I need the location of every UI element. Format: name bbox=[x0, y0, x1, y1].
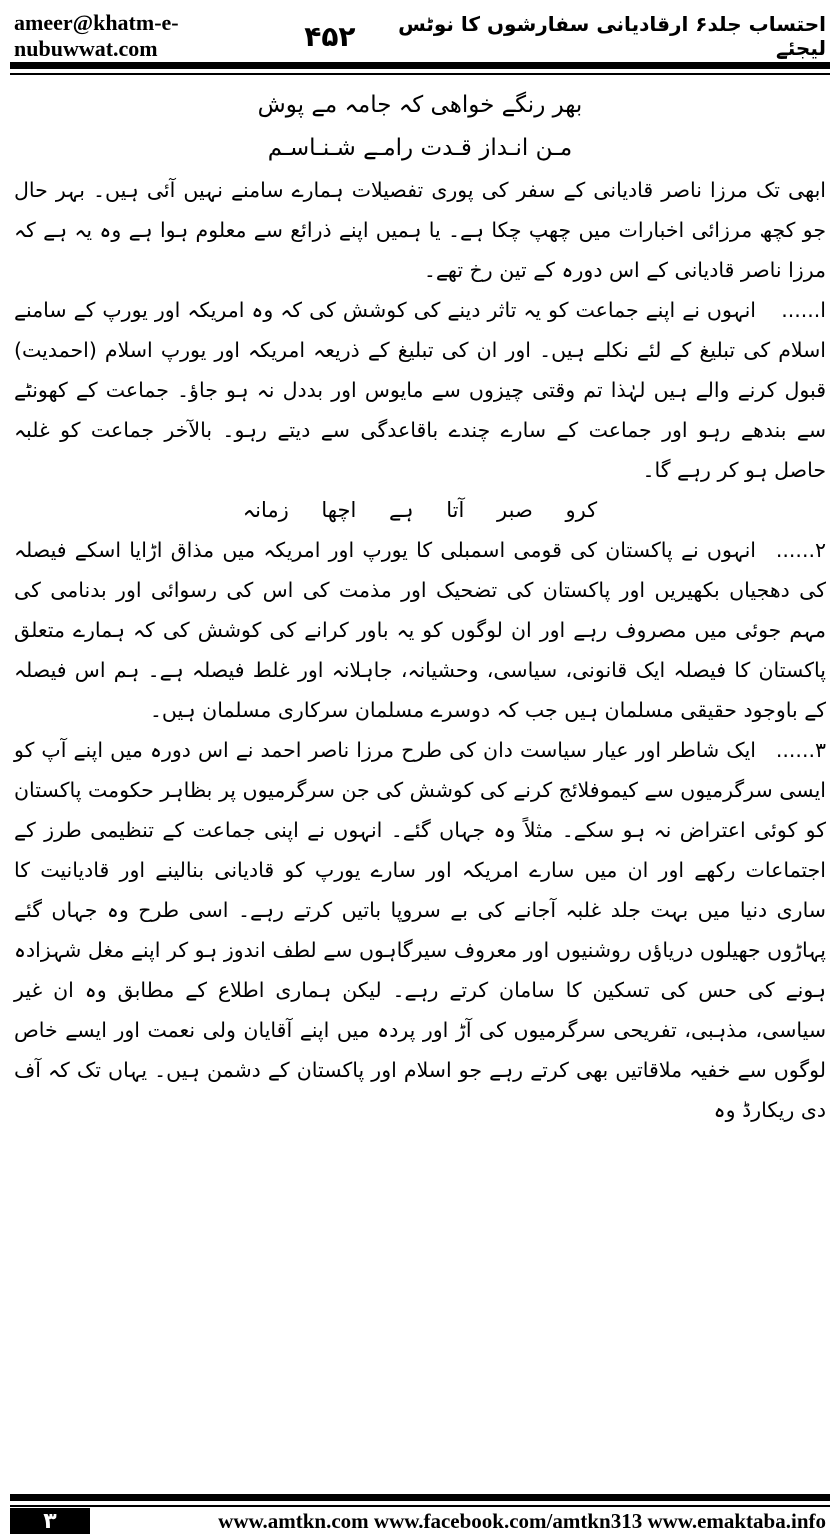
persian-verse-line-1: بھر رنگے خواھی کہ جامہ مے پوش bbox=[257, 92, 583, 118]
footer-page-marker: ۳ bbox=[10, 1508, 90, 1534]
footer-links[interactable]: www.amtkn.com www.facebook.com/amtkn313 www.emaktaba.info bbox=[218, 1509, 826, 1533]
point-3-paragraph bbox=[14, 730, 826, 1130]
point-3-text: ایک شاطر اور عیار سیاست دان کی طرح مرزا ناصر احمد نے اس دورہ میں اپنے آپ کو ایسی سرگرمیوں سے کیموفلائج کرنے کی کوشش کی جن سرگرمیوں پر بظاہر حکومت پاکستان کو کوئی اعتراض نہ ہو سکے۔ مثلاً وہ جہاں گئے۔ انہوں نے اپنی جماعت کے تنظیمی طرز کے اجتماعات رکھے اور ان میں سارے امریکہ اور سارے یورپ کو قادیانی بنالینے اور قادیانیت کا ساری دنیا میں بہت جلد غلبہ آجانے کی بے سروپا باتیں کرتے رہے۔ اسی طرح وہ جہاں گئے پہاڑوں جھیلوں دریاؤں روشنیوں اور معروف سیرگاہوں سے لطف اندوز ہو کر اپنے مغل شہزادہ ہونے کی حس کی تسکین کا سامان کرتے رہے۔ لیکن ہماری اطلاع کے مطابق وہ ان غیر سیاسی، مذہبی، تفریحی سرگرمیوں کی آڑ اور پردہ میں اپنے آقایان ولی نعمت اور ایسے خاص لوگوں سے خفیہ ملاقاتیں بھی کرتے رہے جو اسلام اور پاکستان کے دشمن ہیں۔ یہاں تک کہ آف دی ریکارڈ وہ bbox=[14, 738, 826, 1122]
page-content bbox=[14, 84, 826, 1489]
header-right bbox=[304, 12, 826, 60]
page-header bbox=[14, 10, 826, 61]
header-page-number: ۴۵۲ bbox=[304, 19, 356, 53]
header-rule-thin bbox=[10, 73, 830, 75]
page-footer bbox=[10, 1494, 830, 1534]
point-2-paragraph bbox=[14, 530, 826, 730]
point-2-number: ۲...... bbox=[775, 538, 826, 562]
point-1-number: ا...... bbox=[781, 298, 826, 322]
intro-paragraph: ابھی تک مرزا ناصر قادیانی کے سفر کی پوری تفصیلات ہمارے سامنے نہیں آئی ہیں۔ بہر حال جو کچھ مرزائی اخبارات میں چھپ چکا ہے۔ یا ہمیں اپنے ذرائع سے معلوم ہوا ہے وہ یہ ہے کہ مرزا ناصر قادیانی کے اس دورہ کے تین رخ تھے۔ bbox=[14, 178, 826, 282]
point-3-number: ۳...... bbox=[775, 738, 826, 762]
footer-rule-thin bbox=[10, 1505, 830, 1507]
urdu-verse-line: کرو صبر آتا ہے اچھا زمانہ bbox=[242, 498, 598, 522]
point-1-paragraph bbox=[14, 290, 826, 490]
point-1-text: انہوں نے اپنے جماعت کو یہ تاثر دینے کی کوشش کی کہ وہ امریکہ اور یورپ کے سامنے اسلام کی تبلیغ کے لئے نکلے ہیں۔ اور ان کی تبلیغ کے ذریعہ امریکہ اور یورپ اسلام (احمدیت) قبول کرنے والے ہیں لہٰذا تم وقتی چیزوں سے مایوس اور بددل نہ ہو جاؤ۔ جماعت کے کھونٹے سے بندھے رہو اور جماعت کے سارے چندے باقاعدگی سے دیتے رہو۔ بالآخر جماعت کو غلبہ حاصل ہو کر رہے گا۔ bbox=[14, 298, 826, 482]
footer-rule-thick bbox=[10, 1494, 830, 1501]
point-2-text: انہوں نے پاکستان کی قومی اسمبلی کا یورپ اور امریکہ میں مذاق اڑایا اسکے فیصلہ کی دھجیاں بکھیریں اور پاکستان کی تضحیک اور مذمت کی اس کی رسوائی اور بدنامی کی مہم جوئی میں مصروف رہے اور ان لوگوں کو یہ باور کرانے کی کوشش کی کہ ہمارے متعلق پاکستان کا فیصلہ ایک قانونی، سیاسی، وحشیانہ، جاہلانہ اور غلط فیصلہ ہے۔ ہم اس فیصلہ کے باوجود حقیقی مسلمان ہیں جب کہ دوسرے مسلمان سرکاری مسلمان ہیں۔ bbox=[14, 538, 826, 722]
header-email: ameer@khatm-e-nubuwwat.com bbox=[14, 10, 179, 61]
header-rule-thick bbox=[10, 62, 830, 69]
persian-verse-line-2: مـن انـداز قـدت رامـے شـنـاسـم bbox=[267, 135, 573, 161]
header-title: احتساب جلد۶ ارقادیانی سفارشوں کا نوٹس لیجئے bbox=[398, 12, 826, 60]
